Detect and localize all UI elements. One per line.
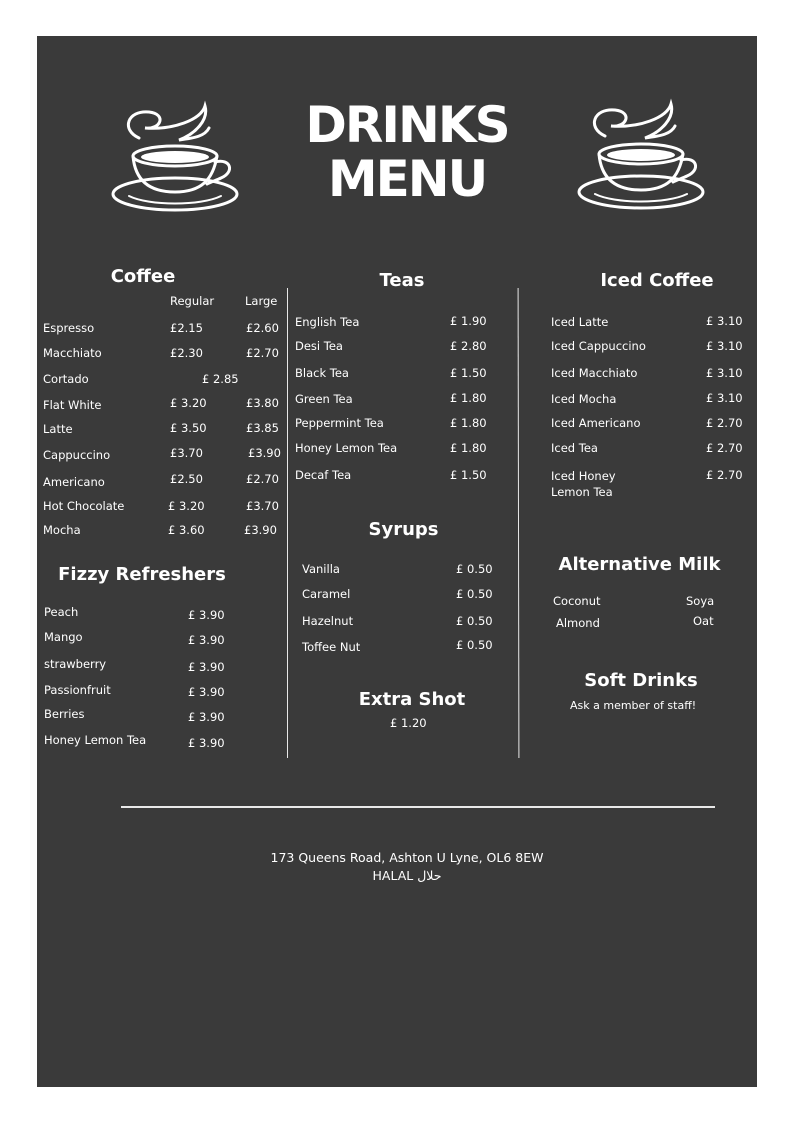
iced-item-name: Iced Mocha xyxy=(551,392,617,406)
coffee-item-regular: £ 3.20 xyxy=(168,499,205,513)
coffee-item-single: £ 2.85 xyxy=(202,372,239,386)
coffee-col-regular: Regular xyxy=(170,294,215,308)
tea-item-name: Honey Lemon Tea xyxy=(295,441,398,455)
coffee-item-name: Espresso xyxy=(43,321,95,335)
soft-drinks-heading: Soft Drinks xyxy=(584,670,698,691)
iced-item-name: Iced Cappuccino xyxy=(551,339,646,353)
coffee-item-large: £3.70 xyxy=(246,499,279,513)
fizzy-item-price: £ 3.90 xyxy=(188,685,225,699)
iced-item-price: £ 2.70 xyxy=(706,416,743,430)
coffee-item-regular: £3.70 xyxy=(170,446,203,460)
tea-item-name: Black Tea xyxy=(295,366,349,380)
coffee-item-large: £3.80 xyxy=(246,396,279,410)
coffee-item-regular: £ 3.20 xyxy=(170,396,207,410)
syrup-item-name: Caramel xyxy=(302,587,351,601)
syrup-item-name: Hazelnut xyxy=(302,614,354,628)
coffee-item-regular: £ 3.50 xyxy=(170,421,207,435)
iced-item-name-cont: Lemon Tea xyxy=(551,485,613,499)
coffee-item-name: Hot Chocolate xyxy=(43,499,125,513)
footer-divider xyxy=(121,806,715,808)
fizzy-item-name: Passionfruit xyxy=(44,683,111,697)
coffee-item-name: Flat White xyxy=(43,398,102,412)
syrup-item-price: £ 0.50 xyxy=(456,638,493,652)
syrups-heading: Syrups xyxy=(368,519,439,540)
iced-item-name: Iced Latte xyxy=(551,315,609,329)
fizzy-item-price: £ 3.90 xyxy=(188,736,225,750)
extra-shot-heading: Extra Shot xyxy=(358,689,466,710)
extra-shot-price: £ 1.20 xyxy=(390,716,427,730)
syrup-item-name: Toffee Nut xyxy=(302,640,361,654)
teas-heading: Teas xyxy=(379,270,425,291)
menu-title-line2: MENU xyxy=(327,150,487,208)
tea-item-price: £ 1.50 xyxy=(450,366,487,380)
iced-item-name: Iced Americano xyxy=(551,416,641,430)
soft-drinks-note: Ask a member of staff! xyxy=(570,699,697,712)
syrup-item-price: £ 0.50 xyxy=(456,562,493,576)
fizzy-heading: Fizzy Refreshers xyxy=(58,564,226,585)
tea-item-name: Desi Tea xyxy=(295,339,343,353)
coffee-item-regular: £2.50 xyxy=(170,472,203,486)
iced-coffee-heading: Iced Coffee xyxy=(600,270,714,291)
iced-item-price: £ 2.70 xyxy=(706,468,743,482)
milk-item: Soya xyxy=(686,594,715,608)
iced-item-price: £ 3.10 xyxy=(706,339,743,353)
fizzy-item-price: £ 3.90 xyxy=(188,660,225,674)
milk-item: Oat xyxy=(693,614,714,628)
fizzy-item-name: Honey Lemon Tea xyxy=(44,733,147,747)
coffee-heading: Coffee xyxy=(110,266,176,287)
coffee-item-name: Americano xyxy=(43,475,105,489)
coffee-item-name: Latte xyxy=(43,422,73,436)
tea-item-name: Decaf Tea xyxy=(295,468,352,482)
milk-item: Coconut xyxy=(553,594,601,608)
fizzy-item-name: Berries xyxy=(44,707,85,721)
menu-title-line1: DRINKS xyxy=(305,96,509,154)
footer-halal: HALAL حلال xyxy=(372,868,442,883)
iced-item-price: £ 3.10 xyxy=(706,391,743,405)
column-divider-left xyxy=(287,288,288,758)
iced-item-name: Iced Macchiato xyxy=(551,366,638,380)
coffee-item-name: Macchiato xyxy=(43,346,102,360)
tea-item-name: Green Tea xyxy=(295,392,353,406)
tea-item-price: £ 1.80 xyxy=(450,441,487,455)
tea-item-price: £ 2.80 xyxy=(450,339,487,353)
alt-milk-heading: Alternative Milk xyxy=(558,554,721,575)
iced-item-name: Iced Tea xyxy=(551,441,598,455)
iced-item-price: £ 3.10 xyxy=(706,314,743,328)
coffee-item-large: £2.60 xyxy=(246,321,279,335)
coffee-item-large: £3.90 xyxy=(244,523,277,537)
column-divider-right xyxy=(518,288,520,758)
coffee-cup-icon xyxy=(109,100,241,216)
iced-item-price: £ 2.70 xyxy=(706,441,743,455)
fizzy-item-price: £ 3.90 xyxy=(188,633,225,647)
coffee-item-large: £3.90 xyxy=(248,446,281,460)
fizzy-item-price: £ 3.90 xyxy=(188,608,225,622)
coffee-col-large: Large xyxy=(245,294,278,308)
coffee-item-name: Cortado xyxy=(43,372,89,386)
tea-item-price: £ 1.80 xyxy=(450,391,487,405)
tea-item-price: £ 1.80 xyxy=(450,416,487,430)
coffee-item-name: Mocha xyxy=(43,523,81,537)
tea-item-name: English Tea xyxy=(295,315,360,329)
menu-board xyxy=(37,36,757,1087)
coffee-item-regular: £ 3.60 xyxy=(168,523,205,537)
coffee-item-name: Cappuccino xyxy=(43,448,111,462)
tea-item-price: £ 1.90 xyxy=(450,314,487,328)
coffee-cup-icon xyxy=(575,98,707,214)
coffee-item-regular: £2.15 xyxy=(170,321,203,335)
footer-address: 173 Queens Road, Ashton U Lyne, OL6 8EW xyxy=(270,850,544,865)
fizzy-item-price: £ 3.90 xyxy=(188,710,225,724)
iced-item-price: £ 3.10 xyxy=(706,366,743,380)
syrup-item-name: Vanilla xyxy=(302,562,340,576)
tea-item-name: Peppermint Tea xyxy=(295,416,384,430)
syrup-item-price: £ 0.50 xyxy=(456,614,493,628)
iced-item-name: Iced Honey xyxy=(551,469,616,483)
milk-item: Almond xyxy=(556,616,600,630)
coffee-item-regular: £2.30 xyxy=(170,346,203,360)
coffee-item-large: £3.85 xyxy=(246,421,279,435)
coffee-item-large: £2.70 xyxy=(246,346,279,360)
fizzy-item-name: Mango xyxy=(44,630,83,644)
fizzy-item-name: Peach xyxy=(44,605,79,619)
syrup-item-price: £ 0.50 xyxy=(456,587,493,601)
fizzy-item-name: strawberry xyxy=(44,657,107,671)
tea-item-price: £ 1.50 xyxy=(450,468,487,482)
coffee-item-large: £2.70 xyxy=(246,472,279,486)
